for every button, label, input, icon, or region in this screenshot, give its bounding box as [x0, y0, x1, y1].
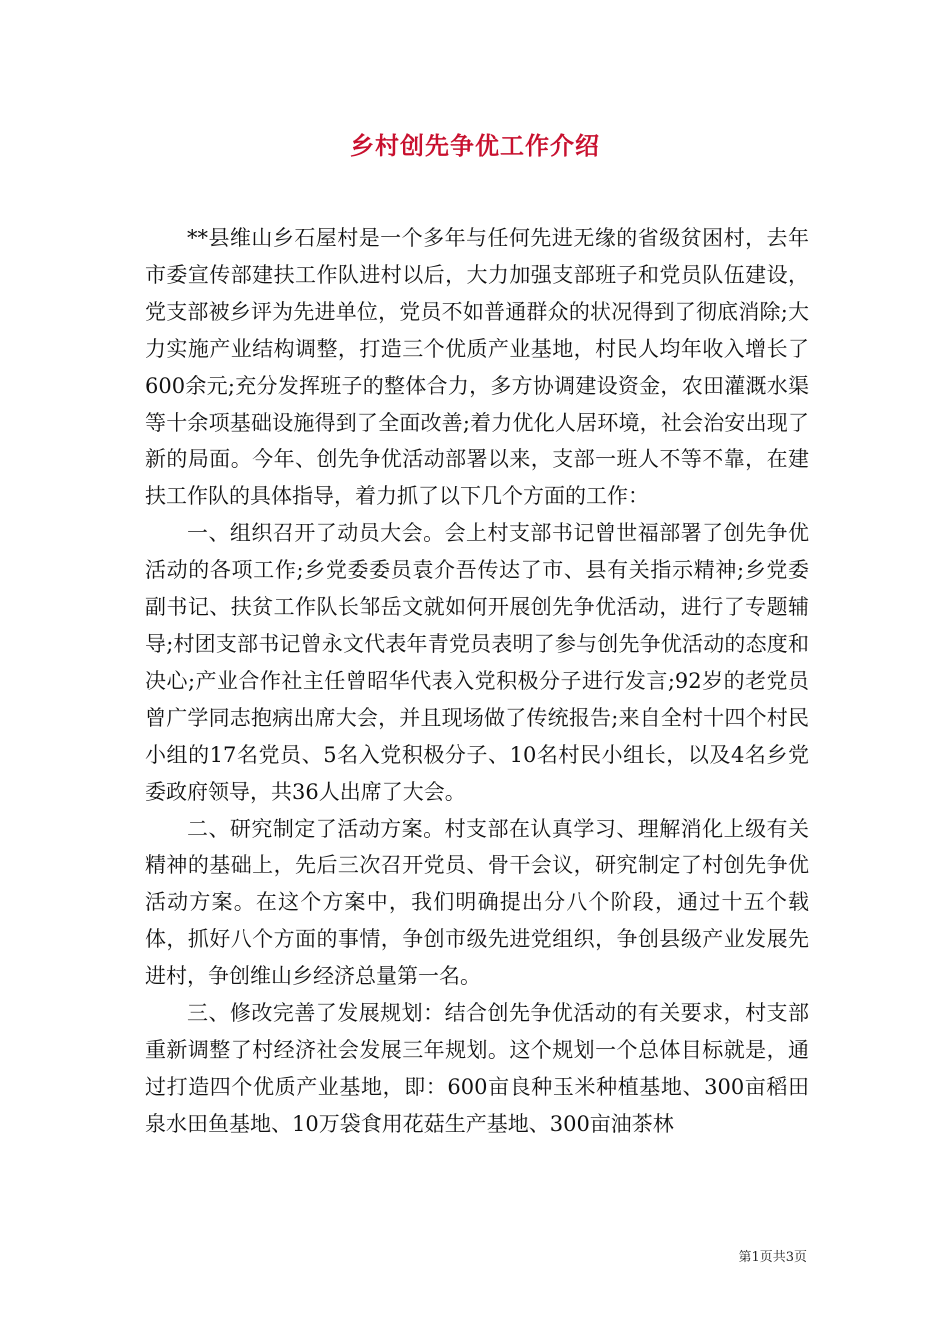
paragraph-section-3: 三、修改完善了发展规划：结合创先争优活动的有关要求，村支部重新调整了村经济社会发展三年规划。这个规划一个总体目标就是，通过打造四个优质产业基地，即：600亩良种玉米种植基地、300亩稻田泉水田鱼基地、10万袋食用花菇生产基地、300亩油茶林 [145, 1001, 809, 1136]
paragraph-intro: **县维山乡石屋村是一个多年与任何先进无缘的省级贫困村，去年市委宣传部建扶工作队进村以后，大力加强支部班子和党员队伍建设，党支部被乡评为先进单位，党员不如普通群众的状况得到了彻底消除;大力实施产业结构调整，打造三个优质产业基地，村民人均年收入增长了600余元;充分发挥班子的整体合力，多方协调建设资金，农田灌溉水渠等十余项基础设施得到了全面改善;着力优化人居环境，社会治安出现了新的局面。今年、创先争优活动部署以来，支部一班人不等不靠，在建扶工作队的具体指导，着力抓了以下几个方面的工作： [145, 226, 809, 509]
paragraph-section-1: 一、组织召开了动员大会。会上村支部书记曾世福部署了创先争优活动的各项工作;乡党委委员袁介吾传达了市、县有关指示精神;乡党委副书记、扶贫工作队长邹岳文就如何开展创先争优活动，进行了专题辅导;村团支部书记曾永文代表年青党员表明了参与创先争优活动的态度和决心;产业合作社主任曾昭华代表入党积极分子进行发言;92岁的老党员曾广学同志抱病出席大会，并且现场做了传统报告;来自全村十四个村民小组的17名党员、5名入党积极分子、10名村民小组长，以及4名乡党委政府领导，共36人出席了大会。 [145, 521, 809, 804]
document-body [145, 220, 809, 1143]
page-number-footer: 第1页共3页 [738, 1250, 807, 1265]
document-title: 乡村创先争优工作介绍 [350, 131, 600, 160]
paragraph-section-2: 二、研究制定了活动方案。村支部在认真学习、理解消化上级有关精神的基础上，先后三次召开党员、骨干会议，研究制定了村创先争优活动方案。在这个方案中，我们明确提出分八个阶段，通过十五个载体，抓好八个方面的事情，争创市级先进党组织，争创县级产业发展先进村，争创维山乡经济总量第一名。 [145, 816, 809, 989]
